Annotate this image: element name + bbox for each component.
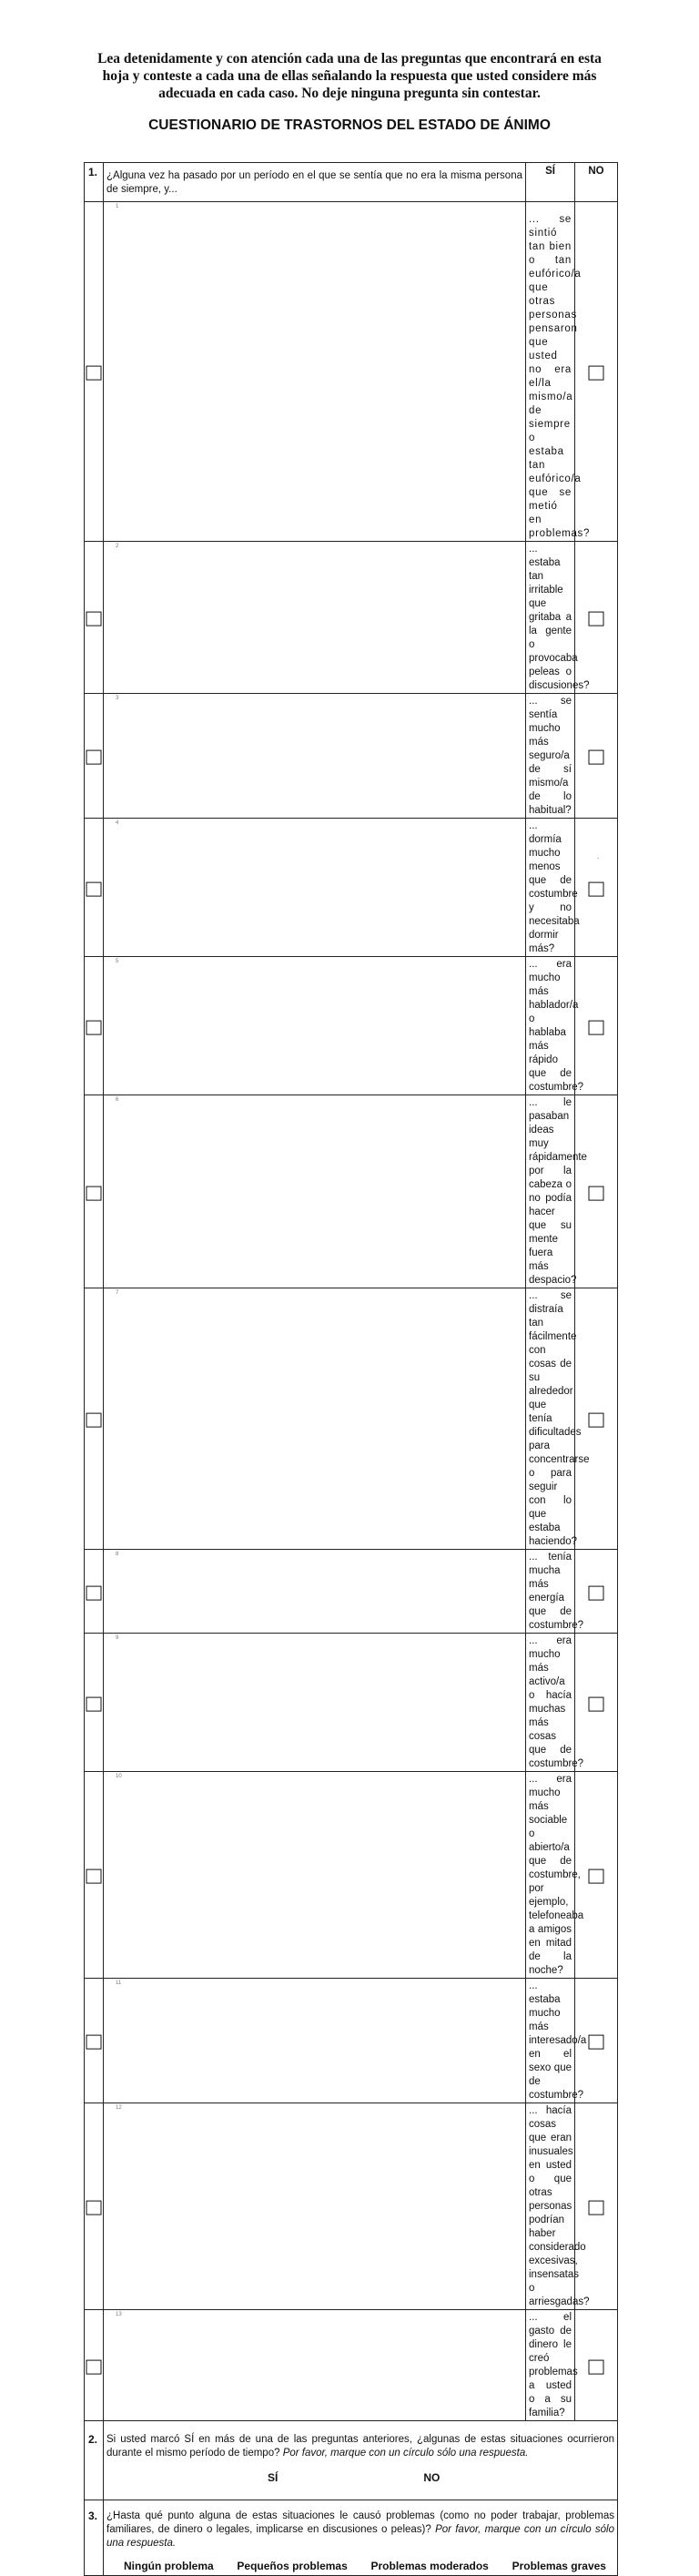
- sub-question-row: [85, 957, 618, 1095]
- sub-question-number: 7: [116, 1290, 119, 1296]
- question-2-instruction: Por favor, marque con un círculo sólo una respuesta.: [282, 2448, 529, 2459]
- no-checkbox[interactable]: [589, 1020, 604, 1034]
- yes-checkbox[interactable]: [86, 2201, 102, 2215]
- no-checkbox[interactable]: [589, 2201, 604, 2215]
- sub-question-number: 3: [116, 696, 119, 701]
- sub-question-text: ... era mucho más sociable o abierto/a que de costumbre, por ejemplo, telefoneaba a amigos en mitad de la noche?: [529, 1774, 584, 1976]
- sub-question-row: [85, 1550, 618, 1634]
- sub-question-row: [85, 2103, 618, 2310]
- question-3-options: [124, 2560, 606, 2572]
- question-3-text: [104, 2500, 617, 2551]
- option-no[interactable]: NO: [423, 2471, 441, 2484]
- question-3-body: ¿Hasta qué punto alguna de estas situaciones le causó problemas (como no poder trabajar, problemas familiares, de dinero o legales, implicarse en discusiones o peleas)?: [106, 2510, 614, 2535]
- yes-checkbox[interactable]: [86, 1585, 102, 1600]
- sub-question-text: ... era mucho más activo/a o hacía muchas más cosas que de costumbre?: [529, 1635, 584, 1769]
- page-mark: .: [597, 852, 600, 860]
- yes-checkbox[interactable]: [86, 612, 102, 626]
- sub-question-row: [85, 819, 618, 957]
- sub-question-number: 9: [116, 1635, 119, 1641]
- no-checkbox[interactable]: [589, 881, 604, 896]
- yes-checkbox[interactable]: [86, 1020, 102, 1034]
- question-2-body: Si usted marcó SÍ en más de una de las preguntas anteriores, ¿algunas de estas situaciones ocurrieron durante el mismo período de tiempo?: [106, 2434, 614, 2459]
- question-2-options: [104, 2471, 617, 2484]
- sub-question-row: [85, 1772, 618, 1979]
- no-column-header: NO: [588, 166, 604, 177]
- sub-question-number: 13: [116, 2312, 122, 2317]
- sub-question-text: ... tenía mucha más energía que de costumbre?: [529, 1552, 584, 1631]
- sub-question-text: ... era mucho más hablador/a o hablaba más rápido que de costumbre?: [529, 959, 584, 1093]
- question-number: 1.: [88, 166, 98, 178]
- sub-question-row: [85, 1979, 618, 2103]
- option-small-problems[interactable]: Pequeños problemas: [237, 2560, 348, 2572]
- sub-question-row: [85, 2310, 618, 2421]
- sub-question-number: 11: [116, 1980, 122, 1986]
- yes-checkbox[interactable]: [86, 1186, 102, 1200]
- yes-checkbox[interactable]: [86, 750, 102, 765]
- no-checkbox[interactable]: [589, 1696, 604, 1711]
- no-checkbox[interactable]: [589, 1413, 604, 1428]
- sub-question-text: ... estaba tan irritable que gritaba a la gente o provocaba peleas o discusiones?: [529, 544, 590, 691]
- sub-question-number: 10: [116, 1774, 122, 1779]
- no-checkbox[interactable]: [589, 1585, 604, 1600]
- question-3-row: [85, 2500, 618, 2576]
- sub-question-text: ... se sintió tan bien o tan eufórico/a que otras personas pensaron que usted no era el/la mismo/a de siempre o estaba tan eufórico/a que se metió en problemas?: [529, 214, 591, 539]
- option-yes[interactable]: SÍ: [268, 2471, 279, 2484]
- sub-question-number: 5: [116, 959, 119, 964]
- question-2-text: [104, 2421, 617, 2460]
- instructions-paragraph: Lea detenidamente y con atención cada una de las preguntas que encontrará en esta hoja y conteste a cada una de ellas señalando la respuesta que usted considere más adecuada en cada caso. No deje ninguna pregunta sin contestar.: [97, 51, 602, 101]
- question-number: 3.: [88, 2510, 98, 2522]
- sub-question-row: [85, 694, 618, 819]
- yes-column-header: SÍ: [545, 166, 555, 177]
- sub-question-number: 4: [116, 820, 119, 826]
- sub-question-text: ... estaba mucho más interesado/a en el sexo que de costumbre?: [529, 1980, 587, 2101]
- sub-question-row: [85, 202, 618, 542]
- yes-checkbox[interactable]: [86, 1696, 102, 1711]
- no-checkbox[interactable]: [589, 612, 604, 626]
- no-checkbox[interactable]: [589, 366, 604, 381]
- sub-question-row: [85, 1095, 618, 1288]
- yes-checkbox[interactable]: [86, 2035, 102, 2050]
- question-3-instruction: Por favor, marque con un círculo sólo una respuesta.: [106, 2524, 614, 2549]
- questionnaire-title: CUESTIONARIO DE TRASTORNOS DEL ESTADO DE ÁNIMO: [148, 117, 551, 133]
- option-no-problem[interactable]: Ningún problema: [124, 2560, 214, 2572]
- sub-question-number: 8: [116, 1552, 119, 1557]
- yes-checkbox[interactable]: [86, 2359, 102, 2374]
- sub-question-row: [85, 542, 618, 694]
- no-checkbox[interactable]: [589, 1186, 604, 1200]
- question-1-text: ¿Alguna vez ha pasado por un período en el que se sentía que no era la misma persona de siempre, y...: [106, 170, 522, 195]
- yes-checkbox[interactable]: [86, 881, 102, 896]
- question-number: 2.: [88, 2433, 98, 2446]
- sub-question-row: [85, 1288, 618, 1550]
- sub-question-number: 2: [116, 544, 119, 549]
- question-1-row: [85, 163, 618, 202]
- option-serious-problems[interactable]: Problemas graves: [512, 2560, 606, 2572]
- sub-question-number: 12: [116, 2105, 122, 2111]
- questionnaire-table: [84, 162, 618, 2576]
- no-checkbox[interactable]: [589, 2359, 604, 2374]
- sub-question-text: ... hacía cosas que eran inusuales en usted o que otras personas podrían haber considerado excesivas, insensatas o arriesgadas?: [529, 2105, 590, 2307]
- question-2-row: [85, 2421, 618, 2500]
- yes-checkbox[interactable]: [86, 1413, 102, 1428]
- sub-question-text: ... le pasaban ideas muy rápidamente por la cabeza o no podía hacer que su mente fuera más despacio?: [529, 1097, 587, 1286]
- no-checkbox[interactable]: [589, 1869, 604, 1884]
- no-checkbox[interactable]: [589, 750, 604, 765]
- option-moderate-problems[interactable]: Problemas moderados: [370, 2560, 489, 2572]
- sub-question-text: ... el gasto de dinero le creó problemas a usted o a su familia?: [529, 2312, 578, 2418]
- sub-question-text: ... se distraía tan fácilmente con cosas de su alrededor que tenía dificultades para concentrarse o para seguir con lo que estaba haciendo?: [529, 1290, 590, 1547]
- sub-question-number: 1: [116, 204, 119, 209]
- sub-question-number: 6: [116, 1097, 119, 1103]
- sub-question-text: ... se sentía mucho más seguro/a de sí mismo/a de lo habitual?: [529, 696, 572, 816]
- yes-checkbox[interactable]: [86, 366, 102, 381]
- no-checkbox[interactable]: [589, 2035, 604, 2050]
- sub-question-row: [85, 1634, 618, 1772]
- yes-checkbox[interactable]: [86, 1869, 102, 1884]
- sub-question-text: ... dormía mucho menos que de costumbre y no necesitaba dormir más?: [529, 820, 580, 954]
